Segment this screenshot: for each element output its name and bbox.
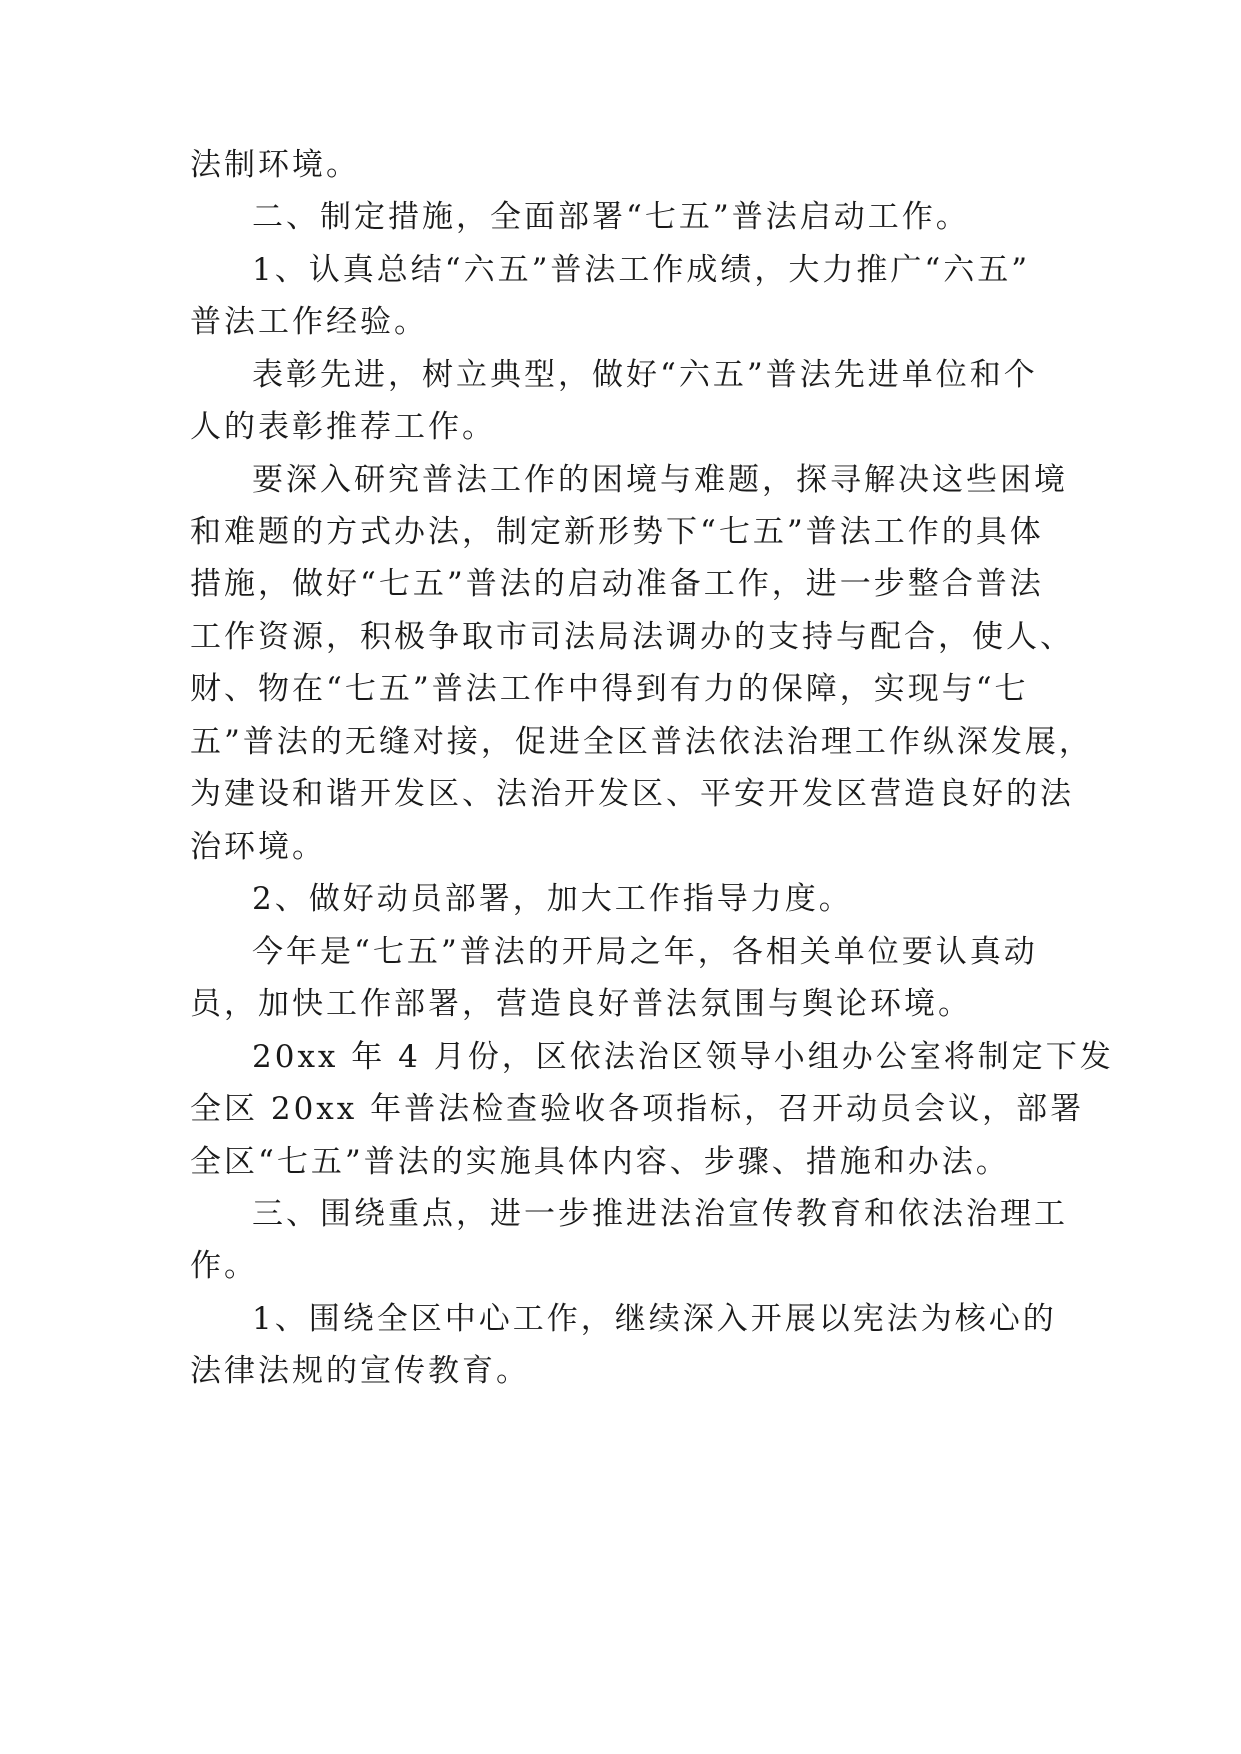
text-line: 措施，做好“七五”普法的启动准备工作，进一步整合普法 [190,566,1044,602]
text-line: 法制环境。 [190,147,360,183]
text-line: 全区“七五”普法的实施具体内容、步骤、措施和办法。 [190,1144,1010,1180]
text-line: 为建设和谐开发区、法治开发区、平安开发区营造良好的法 [190,776,1074,812]
text-line: 全区 20xx 年普法检查验收各项指标，召开动员会议，部署 [190,1091,1085,1127]
text-line: 表彰先进，树立典型，做好“六五”普法先进单位和个 [252,357,1038,393]
text-line: 五”普法的无缝对接，促进全区普法依法治理工作纵深发展， [190,724,1093,760]
text-line: 财、物在“七五”普法工作中得到有力的保障，实现与“七 [190,671,1029,707]
section-heading: 三、围绕重点，进一步推进法治宣传教育和依法治理工 [252,1196,1068,1232]
text-line: 工作资源，积极争取市司法局法调办的支持与配合，使人、 [190,619,1074,655]
text-line: 1、围绕全区中心工作，继续深入开展以宪法为核心的 [252,1301,1057,1337]
text-line: 2、做好动员部署，加大工作指导力度。 [252,881,853,917]
text-line: 作。 [190,1248,258,1284]
text-line: 1、认真总结“六五”普法工作成绩，大力推广“六五” [252,252,1031,288]
text-line: 和难题的方式办法，制定新形势下“七五”普法工作的具体 [190,514,1044,550]
text-line: 治环境。 [190,829,326,865]
section-heading: 二、制定措施，全面部署“七五”普法启动工作。 [252,199,970,235]
text-line: 员，加快工作部署，营造良好普法氛围与舆论环境。 [190,986,972,1022]
text-line: 人的表彰推荐工作。 [190,409,496,445]
text-line: 20xx 年 4 月份，区依法治区领导小组办公室将制定下发 [252,1039,1114,1075]
text-line: 今年是“七五”普法的开局之年，各相关单位要认真动 [252,934,1038,970]
text-line: 普法工作经验。 [190,304,428,340]
text-line: 要深入研究普法工作的困境与难题，探寻解决这些困境 [252,462,1068,498]
text-line: 法律法规的宣传教育。 [190,1353,530,1389]
